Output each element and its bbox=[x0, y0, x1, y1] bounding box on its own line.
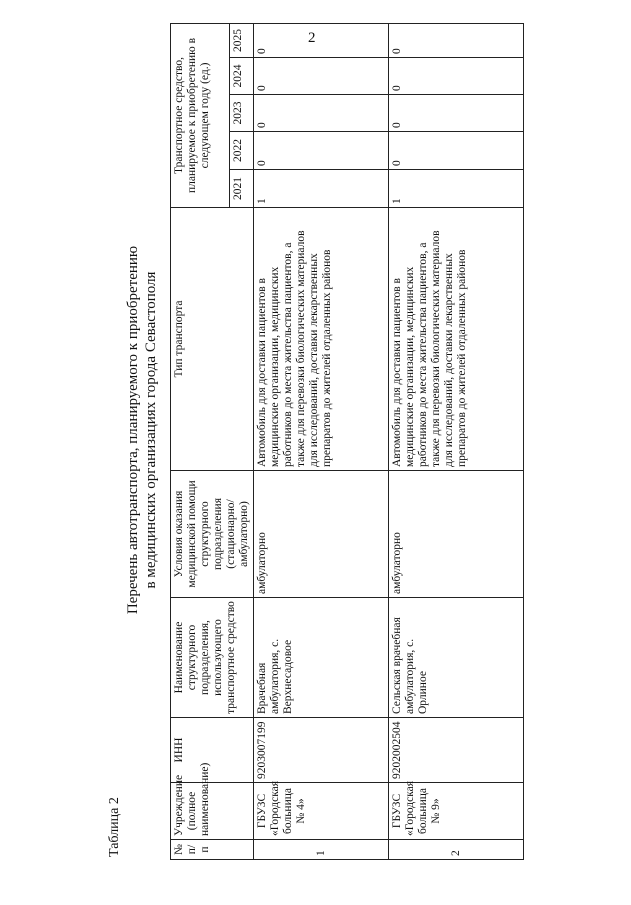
header-year: 2024 bbox=[229, 58, 253, 95]
heading-line-1: Перечень автотранспорта, планируемого к приобретению bbox=[125, 245, 141, 615]
transport-table bbox=[170, 23, 524, 860]
inn-cell: 9203007199 bbox=[254, 718, 389, 783]
institution-cell: ГБУЗС «Городская больница № 9» bbox=[389, 783, 524, 840]
document-heading bbox=[124, 200, 160, 660]
page-number: 2 bbox=[308, 30, 316, 46]
header-year: 2025 bbox=[229, 23, 253, 57]
value-cell: 0 bbox=[389, 132, 524, 170]
header-row-1 bbox=[171, 23, 230, 859]
header-transport-type: Тип транспорта bbox=[171, 208, 254, 471]
value-cell: 0 bbox=[254, 23, 389, 57]
header-inn: ИНН bbox=[171, 718, 254, 783]
header-conditions: Условия оказания медицинской помощи структурного подразделения (стационарно/ амбулаторно) bbox=[171, 471, 254, 598]
header-institution: Учреждение (полное наименование) bbox=[171, 783, 254, 840]
table-row bbox=[254, 23, 389, 859]
header-year: 2021 bbox=[229, 170, 253, 208]
value-cell: 1 bbox=[254, 170, 389, 208]
value-cell: 1 bbox=[389, 170, 524, 208]
institution-cell: ГБУЗС «Городская больница № 4» bbox=[254, 783, 389, 840]
row-number: 2 bbox=[389, 840, 524, 860]
inn-cell: 9202002504 bbox=[389, 718, 524, 783]
transport-type-cell: Автомобиль для доставки пациентов в медицинские организации, медицинских работников до места жительства пациентов, а также для перевозки биологических материалов для исследований, доставки лекарственных препаратов до жителей отдаленных районов bbox=[389, 208, 524, 471]
value-cell: 0 bbox=[254, 58, 389, 95]
table-row bbox=[389, 23, 524, 859]
conditions-cell: амбулаторно bbox=[254, 471, 389, 598]
heading-line-2: в медицинских организациях города Севастополя bbox=[143, 271, 159, 589]
value-cell: 0 bbox=[389, 95, 524, 132]
value-cell: 0 bbox=[389, 58, 524, 95]
header-planned: Транспортное средство, планируемое к приобретению в следующем году (ед.) bbox=[171, 23, 230, 207]
value-cell: 0 bbox=[389, 23, 524, 57]
unit-cell: Сельская врачебная амбулатория, с. Орлиное bbox=[389, 598, 524, 718]
value-cell: 0 bbox=[254, 132, 389, 170]
unit-cell: Врачебная амбулатория, с. Верхнесадовое bbox=[254, 598, 389, 718]
value-cell: 0 bbox=[254, 95, 389, 132]
conditions-cell: амбулаторно bbox=[389, 471, 524, 598]
header-unit: Наименование структурного подразделения, использующего транспортное средство bbox=[171, 598, 254, 718]
row-number: 1 bbox=[254, 840, 389, 860]
table-caption: Таблица 2 bbox=[107, 797, 122, 857]
header-num: № п/п bbox=[171, 840, 254, 860]
transport-type-cell: Автомобиль для доставки пациентов в медицинские организации, медицинских работников до места жительства пациентов, а также для перевозки биологических материалов для исследований, доставки лекарственных препаратов до жителей отдаленных районов bbox=[254, 208, 389, 471]
header-year: 2022 bbox=[229, 132, 253, 170]
header-year: 2023 bbox=[229, 95, 253, 132]
